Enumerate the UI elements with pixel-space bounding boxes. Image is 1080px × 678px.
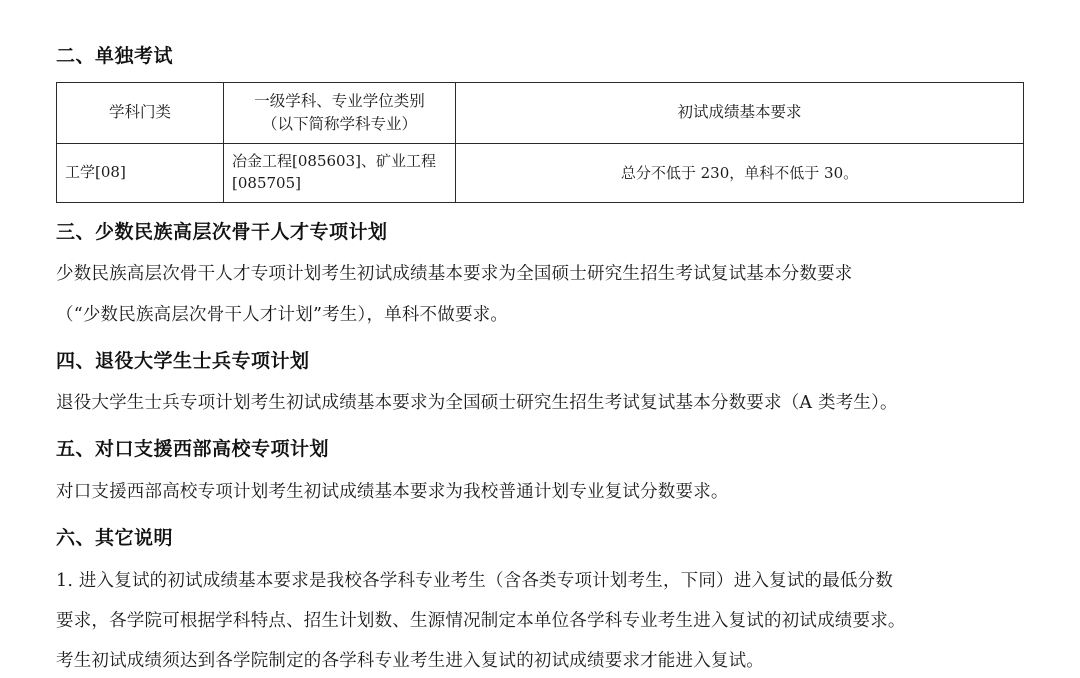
table-header-discipline-line2: （以下简称学科专业） <box>261 114 417 133</box>
table-header-requirement: 初试成绩基本要求 <box>456 82 1024 144</box>
section-6-paragraph-2: 要求，各学院可根据学科特点、招生计划数、生源情况制定本单位各学科专业考生进入复试的初试成绩要求。 <box>56 611 906 632</box>
table-cell-discipline-line2: [085705] <box>232 173 301 192</box>
table-cell-discipline <box>224 144 456 203</box>
table-cell-requirement: 总分不低于 230，单科不低于 30。 <box>456 144 1024 203</box>
section-heading-6: 六、其它说明 <box>56 527 174 550</box>
section-heading-4: 四、退役大学生士兵专项计划 <box>56 349 310 372</box>
section-6-paragraph-3: 考生初试成绩须达到各学院制定的各学科专业考生进入复试的初试成绩要求才能进入复试。 <box>56 651 764 672</box>
section-heading-3: 三、少数民族高层次骨干人才专项计划 <box>56 220 388 243</box>
table-header-discipline-line1: 一级学科、专业学位类别 <box>254 91 425 110</box>
section-6-paragraph-1: 1. 进入复试的初试成绩基本要求是我校各学科专业考生（含各类专项计划考生，下同）进入复试的最低分数 <box>56 570 894 591</box>
section-3-paragraph-2: （“少数民族高层次骨干人才计划”考生），单科不做要求。 <box>56 304 509 325</box>
table-header-row <box>57 82 1024 144</box>
score-requirements-table <box>56 82 1024 203</box>
table-header-discipline <box>224 82 456 144</box>
table-row <box>57 144 1024 203</box>
table-cell-discipline-line1: 冶金工程[085603]、矿业工程 <box>232 152 436 171</box>
table-cell-category: 工学[08] <box>57 144 224 203</box>
table-header-category: 学科门类 <box>57 82 224 144</box>
section-3-paragraph-1: 少数民族高层次骨干人才专项计划考生初试成绩基本要求为全国硕士研究生招生考试复试基本分数要求 <box>56 264 853 285</box>
section-5-paragraph-1: 对口支援西部高校专项计划考生初试成绩基本要求为我校普通计划专业复试分数要求。 <box>56 482 729 503</box>
section-heading-5: 五、对口支援西部高校专项计划 <box>56 438 330 461</box>
section-4-paragraph-1: 退役大学生士兵专项计划考生初试成绩基本要求为全国硕士研究生招生考试复试基本分数要求（A 类考生）。 <box>56 393 898 414</box>
section-heading-2: 二、单独考试 <box>56 45 174 67</box>
